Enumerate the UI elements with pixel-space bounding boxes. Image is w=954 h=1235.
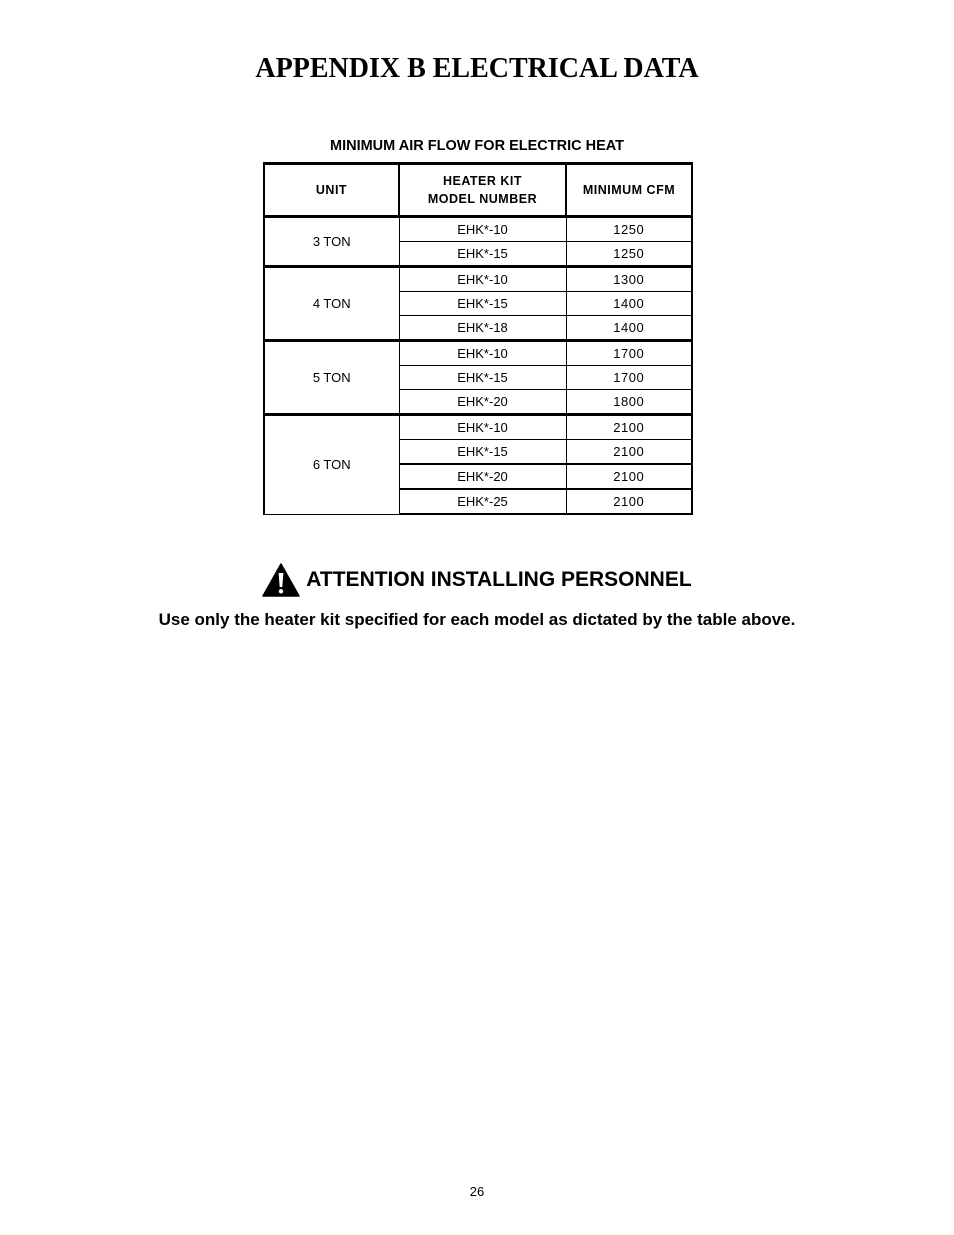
page-number: 26: [469, 1184, 485, 1199]
warning-icon: [262, 563, 300, 597]
model-cell: EHK*-18: [399, 316, 566, 341]
cfm-cell: 1400: [566, 316, 692, 341]
cfm-cell: 1700: [566, 366, 692, 390]
header-minimum-cfm: MINIMUM CFM: [566, 164, 692, 217]
attention-notice: Use only the heater kit specified for each model as dictated by the table above.: [158, 610, 796, 629]
page-title: APPENDIX B ELECTRICAL DATA: [255, 53, 699, 84]
airflow-table: [263, 162, 693, 515]
cfm-cell: 1250: [566, 242, 692, 267]
model-cell: EHK*-15: [399, 292, 566, 316]
table-row: [264, 267, 692, 292]
unit-cell: 3 TON: [264, 217, 399, 267]
model-cell: EHK*-10: [399, 267, 566, 292]
table-row: [264, 217, 692, 242]
unit-cell: 6 TON: [264, 415, 399, 515]
model-cell: EHK*-25: [399, 489, 566, 514]
unit-cell: 4 TON: [264, 267, 399, 341]
cfm-cell: 2100: [566, 415, 692, 440]
table-title: MINIMUM AIR FLOW FOR ELECTRIC HEAT: [330, 138, 624, 154]
header-model-line1: HEATER KIT: [442, 174, 523, 188]
model-cell: EHK*-15: [399, 366, 566, 390]
cfm-cell: 1700: [566, 341, 692, 366]
header-unit: UNIT: [264, 164, 399, 217]
model-cell: EHK*-20: [399, 390, 566, 415]
model-cell: EHK*-20: [399, 464, 566, 489]
header-model-line2: MODEL NUMBER: [427, 192, 538, 206]
cfm-cell: 2100: [566, 464, 692, 489]
unit-cell: 5 TON: [264, 341, 399, 415]
cfm-cell: 1250: [566, 217, 692, 242]
model-cell: EHK*-15: [399, 440, 566, 465]
cfm-cell: 1400: [566, 292, 692, 316]
model-cell: EHK*-10: [399, 415, 566, 440]
cfm-cell: 1300: [566, 267, 692, 292]
attention-banner: [0, 563, 954, 599]
cfm-cell: 2100: [566, 489, 692, 514]
table-row: [264, 415, 692, 440]
header-model-number: [399, 164, 566, 217]
attention-heading: ATTENTION INSTALLING PERSONNEL: [306, 568, 692, 591]
model-cell: EHK*-10: [399, 341, 566, 366]
cfm-cell: 1800: [566, 390, 692, 415]
cfm-cell: 2100: [566, 440, 692, 465]
model-cell: EHK*-10: [399, 217, 566, 242]
table-header-row: [264, 164, 692, 217]
table-row: [264, 341, 692, 366]
model-cell: EHK*-15: [399, 242, 566, 267]
